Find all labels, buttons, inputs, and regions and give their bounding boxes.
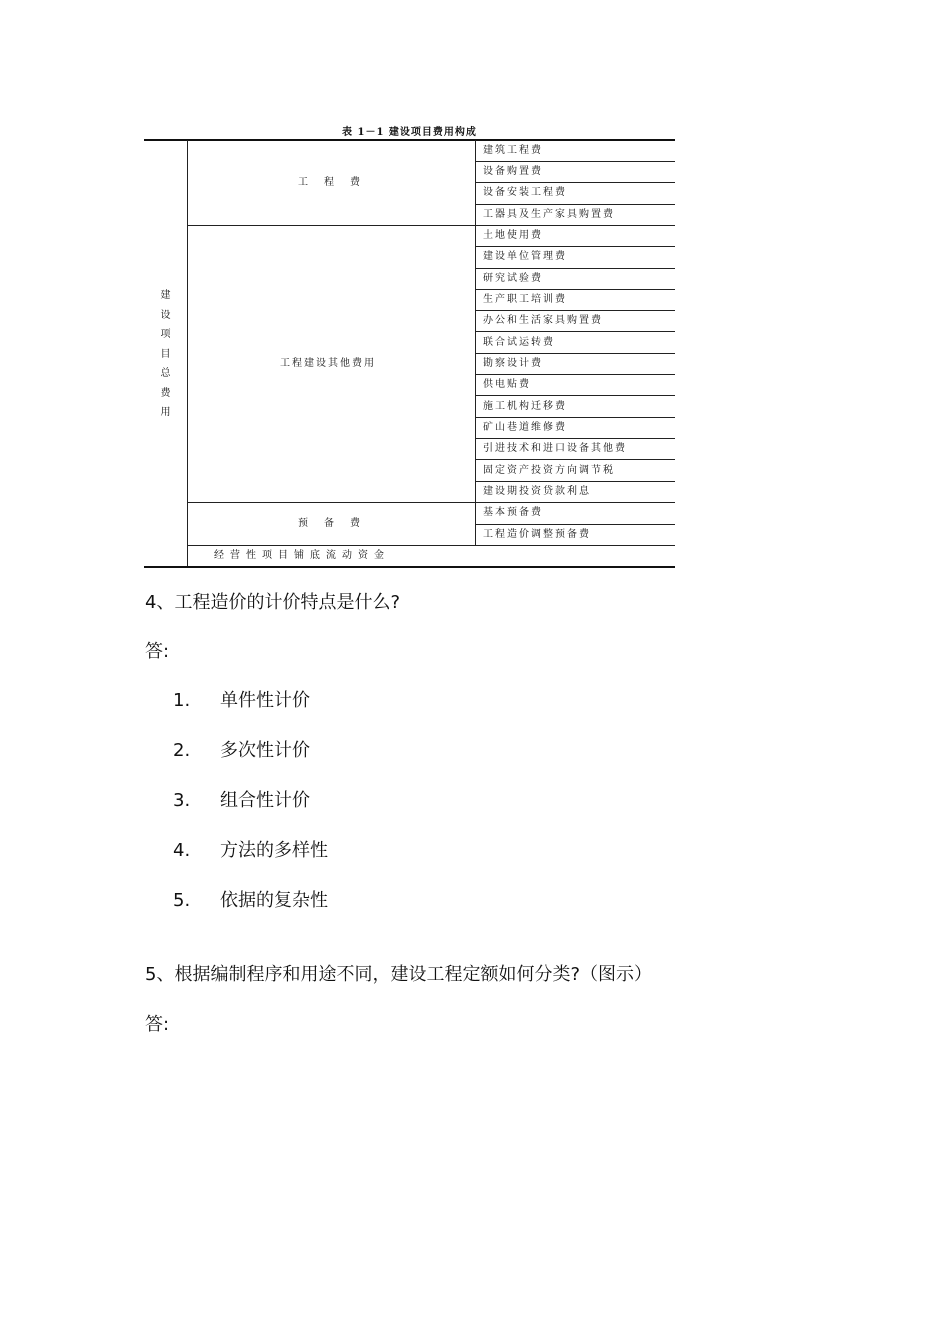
- cost-item: 设备安装工程费: [483, 187, 567, 198]
- total-cost-label: [144, 286, 187, 423]
- cost-item: 研究试验费: [483, 273, 543, 284]
- cost-item: 联合试运转费: [483, 337, 555, 348]
- list-text: 组合性计价: [220, 790, 310, 811]
- row-line: [475, 353, 675, 354]
- cost-item: 土地使用费: [483, 230, 543, 241]
- total-label-char: 总: [160, 368, 171, 379]
- cost-item: 生产职工培训费: [483, 294, 567, 305]
- cost-item: 办公和生活家具购置费: [483, 315, 603, 326]
- question-5: 5、根据编制程序和用途不同，建设工程定额如何分类?（图示）: [145, 964, 653, 985]
- answer-label-4: 答:: [145, 641, 170, 662]
- list-number: 1.: [173, 690, 191, 711]
- list-number: 2.: [173, 740, 191, 761]
- cost-item: 勘察设计费: [483, 358, 543, 369]
- table-caption: 表 1－1 建设项目费用构成: [342, 127, 477, 138]
- row-line: [475, 204, 675, 205]
- total-label-char: 用: [160, 407, 171, 418]
- list-item: [173, 836, 328, 862]
- row-line: [475, 395, 675, 396]
- cost-item: 矿山巷道维修费: [483, 422, 567, 433]
- cost-item: 建筑工程费: [483, 145, 543, 156]
- cost-item: 工程造价调整预备费: [483, 529, 591, 540]
- total-label-char: 项: [160, 329, 171, 340]
- row-line: [475, 268, 675, 269]
- row-line: [475, 524, 675, 525]
- table-bottom-rule: [144, 566, 675, 568]
- cost-composition-table: [0, 0, 950, 600]
- cost-item: 固定资产投资方向调节税: [483, 465, 615, 476]
- list-number: 5.: [173, 890, 191, 911]
- list-text: 单件性计价: [220, 690, 310, 711]
- group-separator: [187, 545, 675, 546]
- row-line: [475, 289, 675, 290]
- cost-item: 引进技术和进口设备其他费: [483, 443, 627, 454]
- total-label-char: 目: [160, 348, 171, 360]
- row-line: [475, 459, 675, 460]
- cost-item: 工器具及生产家具购置费: [483, 209, 615, 220]
- total-label-char: 设: [160, 309, 171, 321]
- list-item: [173, 686, 310, 712]
- total-label-char: 建: [160, 290, 171, 301]
- list-number: 4.: [173, 840, 191, 861]
- question-4: 4、工程造价的计价特点是什么?: [145, 592, 401, 613]
- group-name-contingency: 预 备 费: [298, 518, 363, 529]
- list-text: 多次性计价: [220, 740, 310, 761]
- row-line: [475, 331, 675, 332]
- total-label-char: 费: [160, 387, 171, 399]
- working-capital-row: 经营性项目铺底流动资金: [214, 550, 390, 561]
- list-text: 方法的多样性: [220, 840, 328, 861]
- row-line: [475, 310, 675, 311]
- list-item: [173, 736, 310, 762]
- row-line: [475, 182, 675, 183]
- row-line: [475, 438, 675, 439]
- row-line: [475, 246, 675, 247]
- list-number: 3.: [173, 790, 191, 811]
- list-item: [173, 886, 328, 912]
- cost-item: 建设单位管理费: [483, 251, 567, 262]
- row-line: [475, 417, 675, 418]
- cost-item: 建设期投资贷款利息: [483, 486, 591, 497]
- group-separator: [187, 225, 675, 226]
- row-line: [475, 161, 675, 162]
- cost-item: 供电贴费: [483, 379, 531, 390]
- table-top-rule: [144, 139, 675, 141]
- cost-item: 施工机构迁移费: [483, 401, 567, 412]
- group-name-other-costs: 工程建设其他费用: [280, 358, 376, 369]
- list-item: [173, 786, 310, 812]
- table-vline-2: [475, 140, 476, 545]
- cost-item: 设备购置费: [483, 166, 543, 177]
- row-line: [475, 374, 675, 375]
- group-name-engineering: 工 程 费: [298, 177, 363, 188]
- cost-item: 基本预备费: [483, 507, 543, 518]
- list-text: 依据的复杂性: [220, 890, 328, 911]
- group-separator: [187, 502, 675, 503]
- answer-label-5: 答:: [145, 1014, 170, 1035]
- row-line: [475, 481, 675, 482]
